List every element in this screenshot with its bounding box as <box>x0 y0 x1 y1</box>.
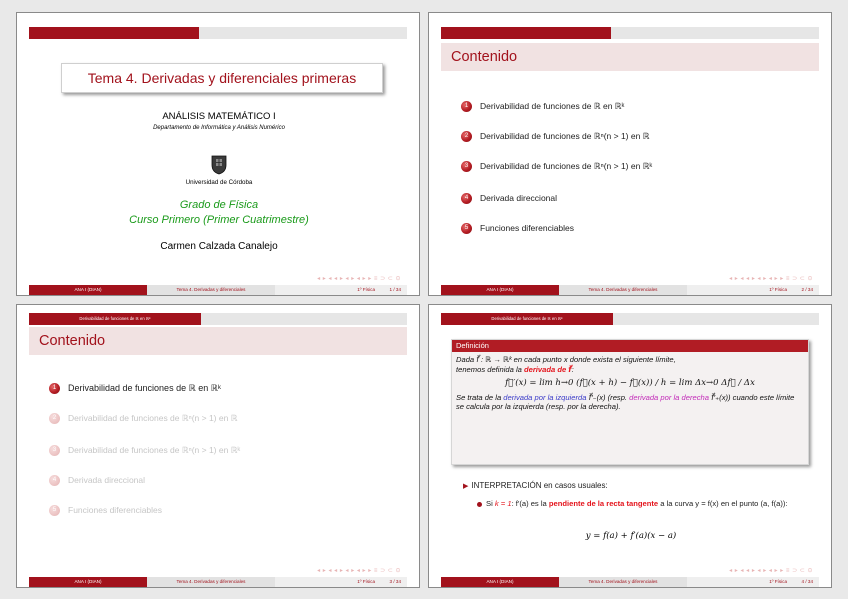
footer-author: ANA I (DIAN) <box>29 285 147 295</box>
footer-author: ANA I (DIAN) <box>441 285 559 295</box>
item-number-ball: 4 <box>461 193 472 204</box>
university-name: Universidad de Córdoba <box>185 179 253 186</box>
footer-course-page <box>275 577 407 587</box>
toc-item[interactable] <box>49 411 237 425</box>
navigation-symbols[interactable]: ◂ ▸ ◂ ◂ ▸ ◂ ▸ ◂ ▸ ▸ ≡ ⊃ ⊂ ⊙ <box>729 276 813 282</box>
item-number-ball: 4 <box>49 475 60 486</box>
footer-topic: Tema 4. Derivadas y diferenciales <box>147 285 275 295</box>
footer-course: 1º Física <box>769 287 787 292</box>
item-number-ball: 3 <box>461 161 472 172</box>
toc-item-label: Derivada direccional <box>68 475 146 485</box>
footer-author: ANA I (DIAN) <box>441 577 559 587</box>
footer-topic: Tema 4. Derivadas y diferenciales <box>147 577 275 587</box>
interpretation-heading <box>463 481 608 490</box>
text-span: f⃗′₊(x)) cuando este límite se calcula por la izquierda (resp. por la derecha). <box>456 392 795 411</box>
slide-contents-section1 <box>16 304 420 588</box>
course-info: Curso Primero (Primer Cuatrimestre) <box>129 214 309 226</box>
footer-topic: Tema 4. Derivadas y diferenciales <box>559 577 687 587</box>
toc-item-label: Funciones diferenciables <box>68 505 163 515</box>
text-span: a la curva y = f(x) en el punto (a, f(a)): <box>658 499 788 508</box>
text-span: : <box>571 364 574 374</box>
item-number-ball: 5 <box>461 223 472 234</box>
toc-item-label: Derivabilidad de funciones de ℝⁿ(n > 1) en ℝ <box>68 412 238 423</box>
toc-item[interactable] <box>49 473 145 487</box>
section-header-bar <box>613 313 819 325</box>
navigation-symbols[interactable]: ◂ ▸ ◂ ◂ ▸ ◂ ▸ ◂ ▸ ▸ ≡ ⊃ ⊂ ⊙ <box>317 568 401 574</box>
author-name: Carmen Calzada Canalejo <box>160 241 278 252</box>
toc-item[interactable] <box>461 129 649 143</box>
slide-title <box>16 12 420 296</box>
section-header-bar <box>201 313 407 325</box>
text-span: : f′(a) es la <box>511 499 549 508</box>
degree-name: Grado de Física <box>179 199 259 211</box>
definition-line-1: Dada f⃗ : ℝ → ℝᵏ en cada punto x donde exista el siguiente límite, <box>456 355 676 364</box>
toc-item-current[interactable] <box>49 381 221 395</box>
definition-block <box>451 339 809 465</box>
item-number-ball: 1 <box>49 383 60 394</box>
footer-course-page <box>687 577 819 587</box>
section-header: Derivabilidad de funciones de ℝ en ℝᵏ <box>441 313 613 325</box>
item-number-ball: 5 <box>49 505 60 516</box>
toc-item[interactable] <box>461 99 624 113</box>
right-derivative-term: derivada por la derecha <box>629 392 709 402</box>
footer-topic: Tema 4. Derivadas y diferenciales <box>559 285 687 295</box>
slide-contents <box>428 12 832 296</box>
university-shield-icon <box>211 155 227 175</box>
derivative-term: derivada de f⃗ <box>523 364 572 374</box>
toc-item-label: Derivabilidad de funciones de ℝⁿ(n > 1) en ℝᵏ <box>68 444 241 455</box>
text-span: tenemos definida la <box>456 364 524 374</box>
toc-item-label: Funciones diferenciables <box>480 223 575 233</box>
toc-item-label: Derivada direccional <box>480 193 558 203</box>
footer-course: 1º Física <box>357 579 375 584</box>
toc-item-label: Derivabilidad de funciones de ℝⁿ(n > 1) en ℝ <box>480 130 650 141</box>
frame-title: Contenido <box>39 333 106 349</box>
subject-name: ANÁLISIS MATEMÁTICO I <box>162 111 276 122</box>
section-header: Derivabilidad de funciones de ℝ en ℝᵏ <box>29 313 201 325</box>
text-span: Si <box>486 499 495 508</box>
page-number: 1 / 34 <box>389 287 401 292</box>
frame-title: Contenido <box>451 49 518 65</box>
department: Departamento de Informática y Análisis Numérico <box>153 125 285 131</box>
presentation-title: Tema 4. Derivadas y diferenciales primeras <box>87 70 357 86</box>
toc-item[interactable] <box>49 503 162 517</box>
page-number: 2 / 34 <box>801 287 813 292</box>
one-sided-derivatives-text <box>456 393 804 412</box>
definition-body <box>452 352 808 415</box>
top-decoration-bar <box>441 27 819 39</box>
derivative-formula: f⃗′(x) = lim h→0 (f⃗(x + h) − f⃗(x)) / h = lim Δx→0 Δf⃗ / Δx <box>505 378 755 388</box>
left-derivative-term: derivada por la izquierda <box>503 392 587 402</box>
navigation-symbols[interactable]: ◂ ▸ ◂ ◂ ▸ ◂ ▸ ◂ ▸ ▸ ≡ ⊃ ⊂ ⊙ <box>317 276 401 282</box>
item-number-ball: 3 <box>49 445 60 456</box>
slide-definition <box>428 304 832 588</box>
triangle-bullet-icon: ▶ <box>463 483 469 490</box>
title-box <box>61 63 383 93</box>
interpretation-bullet <box>477 499 807 509</box>
top-decoration-bar <box>29 27 407 39</box>
toc-item-label: Derivabilidad de funciones de ℝ en ℝᵏ <box>68 382 221 393</box>
text-span: Se trata de la <box>456 392 504 402</box>
tangent-line-formula: y = f(a) + f′(a)(x − a) <box>585 531 677 541</box>
navigation-symbols[interactable]: ◂ ▸ ◂ ◂ ▸ ◂ ▸ ◂ ▸ ▸ ≡ ⊃ ⊂ ⊙ <box>729 568 813 574</box>
footer <box>429 577 832 587</box>
page-number: 3 / 34 <box>389 579 401 584</box>
text-span: f⃗′₋(x) (resp. <box>586 392 630 402</box>
footer <box>17 285 420 295</box>
item-number-ball: 2 <box>49 413 60 424</box>
tangent-slope-term: pendiente de la recta tangente <box>548 499 659 508</box>
footer-course-page <box>687 285 819 295</box>
page-number: 4 / 34 <box>801 579 813 584</box>
toc-item[interactable] <box>49 443 240 457</box>
toc-item[interactable] <box>461 221 574 235</box>
item-number-ball: 2 <box>461 131 472 142</box>
footer-course: 1º Física <box>769 579 787 584</box>
toc-item[interactable] <box>461 159 652 173</box>
toc-item-label: Derivabilidad de funciones de ℝ en ℝᵏ <box>480 100 625 111</box>
toc-item-label: Derivabilidad de funciones de ℝⁿ(n > 1) en ℝᵏ <box>480 160 653 171</box>
definition-title: Definición <box>452 340 808 352</box>
k-value: k = 1 <box>494 499 512 508</box>
footer <box>17 577 420 587</box>
item-number-ball: 1 <box>461 101 472 112</box>
bullet-dot-icon <box>477 502 482 507</box>
toc-item[interactable] <box>461 191 557 205</box>
definition-line-2 <box>456 365 804 375</box>
footer <box>429 285 832 295</box>
footer-course-page <box>275 285 407 295</box>
footer-author: ANA I (DIAN) <box>29 577 147 587</box>
footer-course: 1º Física <box>357 287 375 292</box>
interpretation-text: INTERPRETACIÓN en casos usuales: <box>471 481 608 490</box>
